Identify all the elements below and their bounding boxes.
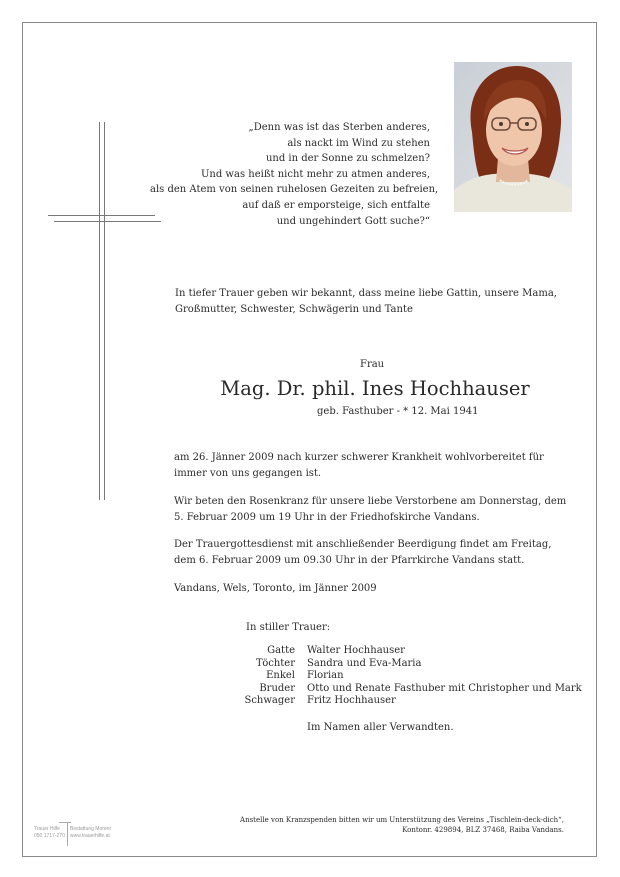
relation-label: Töchter [255,657,295,669]
mourner-name: Florian [307,670,344,682]
mourner-name: Otto und Renate Fasthuber mit Christopher und Mark [307,682,582,694]
logo-text: 050 1717-270 [34,833,65,839]
quote [150,120,439,229]
donation-note [200,815,564,835]
quote-line: und in der Sonne zu schmelzen? [265,153,430,165]
logo-text: Bestattung Morent [70,826,111,832]
deceased-name: Mag. Dr. phil. Ines Hochhauser [220,377,530,400]
mourner-relations [196,645,295,708]
funeral-home-logo [34,822,130,848]
donation-line: Kontonr. 429894, BLZ 37468, Raiba Vandans. [402,826,564,834]
intro-text: In tiefer Trauer geben wir bekannt, dass meine liebe Gattin, unsere Mama, Großmutter, Schwester, Schwägerin und Tante [175,288,557,315]
mourner-name: Walter Hochhauser [307,645,405,656]
relation-label: Schwager [244,695,295,707]
logo-text: Trauer Hilfe [34,826,60,832]
quote-line: als den Atem von seinen ruhelosen Gezeiten zu befreien, [150,184,439,196]
salutation: Frau [360,359,385,370]
donation-line: Anstelle von Kranzspenden bitten wir um Unterstützung des Vereins „Tischlein-deck-dich“, [240,816,564,824]
mourner-name: Fritz Hochhauser [307,695,396,707]
relation-label: Enkel [266,670,295,682]
logo-text: www.trauerhilfe.at [70,833,110,839]
closing-line: Im Namen aller Verwandten. [307,722,454,733]
quote-line: als nackt im Wind zu stehen [287,137,430,149]
rosary-paragraph: Wir beten den Rosenkranz für unsere liebe Verstorbene am Donnerstag, dem 5. Februar 2009 um 19 Uhr in der Friedhofskirche Vandans. [174,496,567,523]
quote-line: und ungehindert Gott suche?“ [276,215,430,227]
birth-info: geb. Fasthuber - * 12. Mai 1941 [317,406,479,417]
relation-label: Gatte [267,645,295,656]
portrait-photo [454,62,572,212]
mourners-heading: In stiller Trauer: [246,622,331,633]
mourner-names [307,645,582,708]
quote-line: Und was heißt nicht mehr zu atmen anderes, [200,168,430,180]
quote-line: „Denn was ist das Sterben anderes, [248,122,430,133]
death-paragraph: am 26. Jänner 2009 nach kurzer schwerer Krankheit wohlvorbereitet für immer von uns gegangen ist. [174,452,544,479]
funeral-paragraph: Der Trauergottesdienst mit anschließender Beerdigung findet am Freitag, dem 6. Februar 2009 um 09.30 Uhr in der Pfarrkirche Vandans statt. [174,539,552,566]
place-date: Vandans, Wels, Toronto, im Jänner 2009 [174,583,377,594]
relation-label: Bruder [259,682,295,694]
mourner-name: Sandra und Eva-Maria [307,657,422,669]
quote-line: auf daß er emporsteige, sich entfalte [242,199,430,211]
portrait-image [454,62,572,212]
